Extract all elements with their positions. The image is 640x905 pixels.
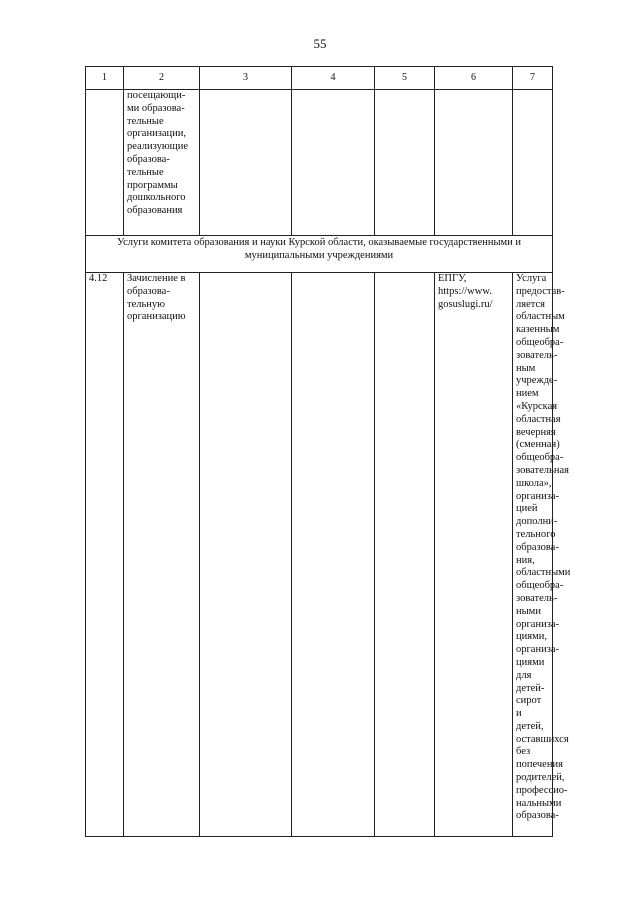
cell-service-name: посещающи- ми образова- тельные организации, реализующие образова- тельные программы дошкольного образования xyxy=(124,90,200,236)
cell-number: 4.12 xyxy=(86,273,124,837)
cell-col7 xyxy=(513,90,553,236)
cell-col3 xyxy=(200,90,292,236)
table-header-row xyxy=(86,67,553,90)
cell-col5 xyxy=(375,273,435,837)
page-number: 55 xyxy=(313,36,327,51)
table-row-service xyxy=(86,273,553,837)
cell-col4 xyxy=(292,90,375,236)
section-title: Услуги комитета образования и науки Курской области, оказываемые государственными и муниципальными учреждениями xyxy=(86,236,553,273)
column-header-7: 7 xyxy=(513,67,553,90)
cell-number xyxy=(86,90,124,236)
cell-portal: ЕПГУ, https://www. gosuslugi.ru/ xyxy=(435,273,513,837)
column-header-1: 1 xyxy=(86,67,124,90)
cell-col4 xyxy=(292,273,375,837)
cell-provider-note: Услуга предостав- ляется областным казенным общеобра- зователь- ным учрежде- нием «Курская областная вечерняя (сменная) общеобра- зовательная школа», организа- цией дополни- тельного образова- ния, областными общеобра- зователь- ными организа- циями, организа- циями для детей-сирот и детей, оставшихся без попечения родителей, профессио- нальными образова- xyxy=(513,273,553,837)
column-header-6: 6 xyxy=(435,67,513,90)
column-header-4: 4 xyxy=(292,67,375,90)
table-row-continued xyxy=(86,90,553,236)
section-title-row xyxy=(86,236,553,273)
cell-service-name: Зачисление в образова- тельную организацию xyxy=(124,273,200,837)
cell-col3 xyxy=(200,273,292,837)
column-header-5: 5 xyxy=(375,67,435,90)
column-header-3: 3 xyxy=(200,67,292,90)
column-header-2: 2 xyxy=(124,67,200,90)
cell-col5 xyxy=(375,90,435,236)
services-table xyxy=(85,66,571,837)
cell-col6 xyxy=(435,90,513,236)
